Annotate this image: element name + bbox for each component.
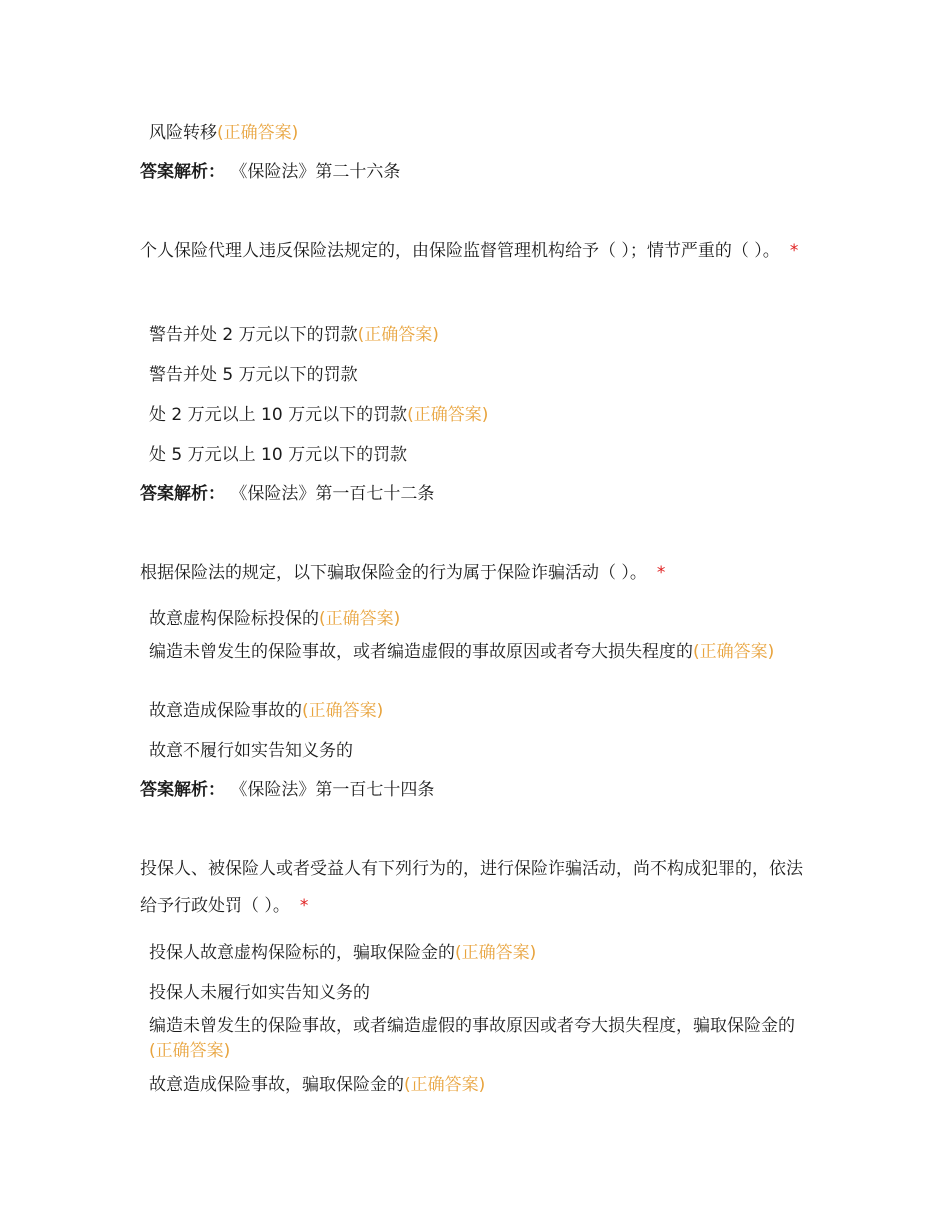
option-text: 故意造成保险事故，骗取保险金的 <box>149 1075 404 1095</box>
option-text: 故意造成保险事故的 <box>149 701 302 721</box>
required-mark: * <box>299 896 309 916</box>
correct-answer-mark: (正确答案) <box>302 701 384 721</box>
correct-answer-mark: (正确答案) <box>319 609 401 629</box>
option-text: 警告并处 5 万元以下的罚款 <box>149 365 358 385</box>
option-text: 投保人未履行如实告知义务的 <box>149 983 370 1003</box>
option-q2-a <box>149 607 809 632</box>
option-q1-d <box>149 443 809 468</box>
correct-answer-mark: (正确答案) <box>407 405 489 425</box>
option-text: 故意虚构保险标投保的 <box>149 609 319 629</box>
question-q2 <box>140 555 810 592</box>
question-text: 投保人、被保险人或者受益人有下列行为的，进行保险诈骗活动，尚不构成犯罪的，依法给予行政处罚（ ）。 <box>140 859 803 916</box>
required-mark: * <box>656 563 666 583</box>
option-text: 故意不履行如实告知义务的 <box>149 741 353 761</box>
option-q3-b <box>149 981 809 1006</box>
correct-answer-mark: (正确答案) <box>217 123 299 143</box>
option-text: 警告并处 2 万元以下的罚款 <box>149 325 358 345</box>
correct-answer-mark: (正确答案) <box>455 943 537 963</box>
option-q1-a <box>149 323 809 348</box>
option-q3-d <box>149 1073 809 1098</box>
correct-answer-mark: (正确答案) <box>357 325 439 345</box>
required-mark: * <box>789 241 799 261</box>
question-text: 根据保险法的规定，以下骗取保险金的行为属于保险诈骗活动（ ）。 <box>140 563 647 583</box>
analysis-text: 《保险法》第二十六条 <box>230 162 401 182</box>
analysis-q1 <box>140 482 810 507</box>
option-text: 编造未曾发生的保险事故，或者编造虚假的事故原因或者夸大损失程度的 <box>149 642 693 662</box>
analysis-q2 <box>140 778 810 803</box>
correct-answer-mark: (正确答案) <box>404 1075 486 1095</box>
analysis-label: 答案解析： <box>140 780 225 800</box>
analysis-label: 答案解析： <box>140 484 225 504</box>
analysis-label: 答案解析： <box>140 162 225 182</box>
option-q3-a <box>149 941 809 966</box>
option-q2-d <box>149 739 809 764</box>
option-text: 处 5 万元以上 10 万元以下的罚款 <box>149 445 408 465</box>
option-q0-a <box>149 121 809 146</box>
option-q3-c <box>149 1014 809 1064</box>
question-text: 个人保险代理人违反保险法规定的，由保险监督管理机构给予（ ）；情节严重的（ ）。 <box>140 241 780 261</box>
correct-answer-mark: (正确答案) <box>693 642 775 662</box>
option-text: 处 2 万元以上 10 万元以下的罚款 <box>149 405 408 425</box>
analysis-text: 《保险法》第一百七十二条 <box>230 484 435 504</box>
option-q1-c <box>149 403 809 428</box>
analysis-text: 《保险法》第一百七十四条 <box>230 780 435 800</box>
question-q1 <box>140 233 810 270</box>
option-q1-b <box>149 363 809 388</box>
option-q2-c <box>149 699 809 724</box>
option-text: 编造未曾发生的保险事故，或者编造虚假的事故原因或者夸大损失程度，骗取保险金的 <box>149 1016 795 1036</box>
correct-answer-mark: (正确答案) <box>149 1041 231 1061</box>
option-text: 投保人故意虚构保险标的，骗取保险金的 <box>149 943 455 963</box>
analysis-q0 <box>140 160 810 185</box>
question-q3 <box>140 851 810 925</box>
option-q2-b <box>149 640 809 665</box>
option-text: 风险转移 <box>149 123 217 143</box>
